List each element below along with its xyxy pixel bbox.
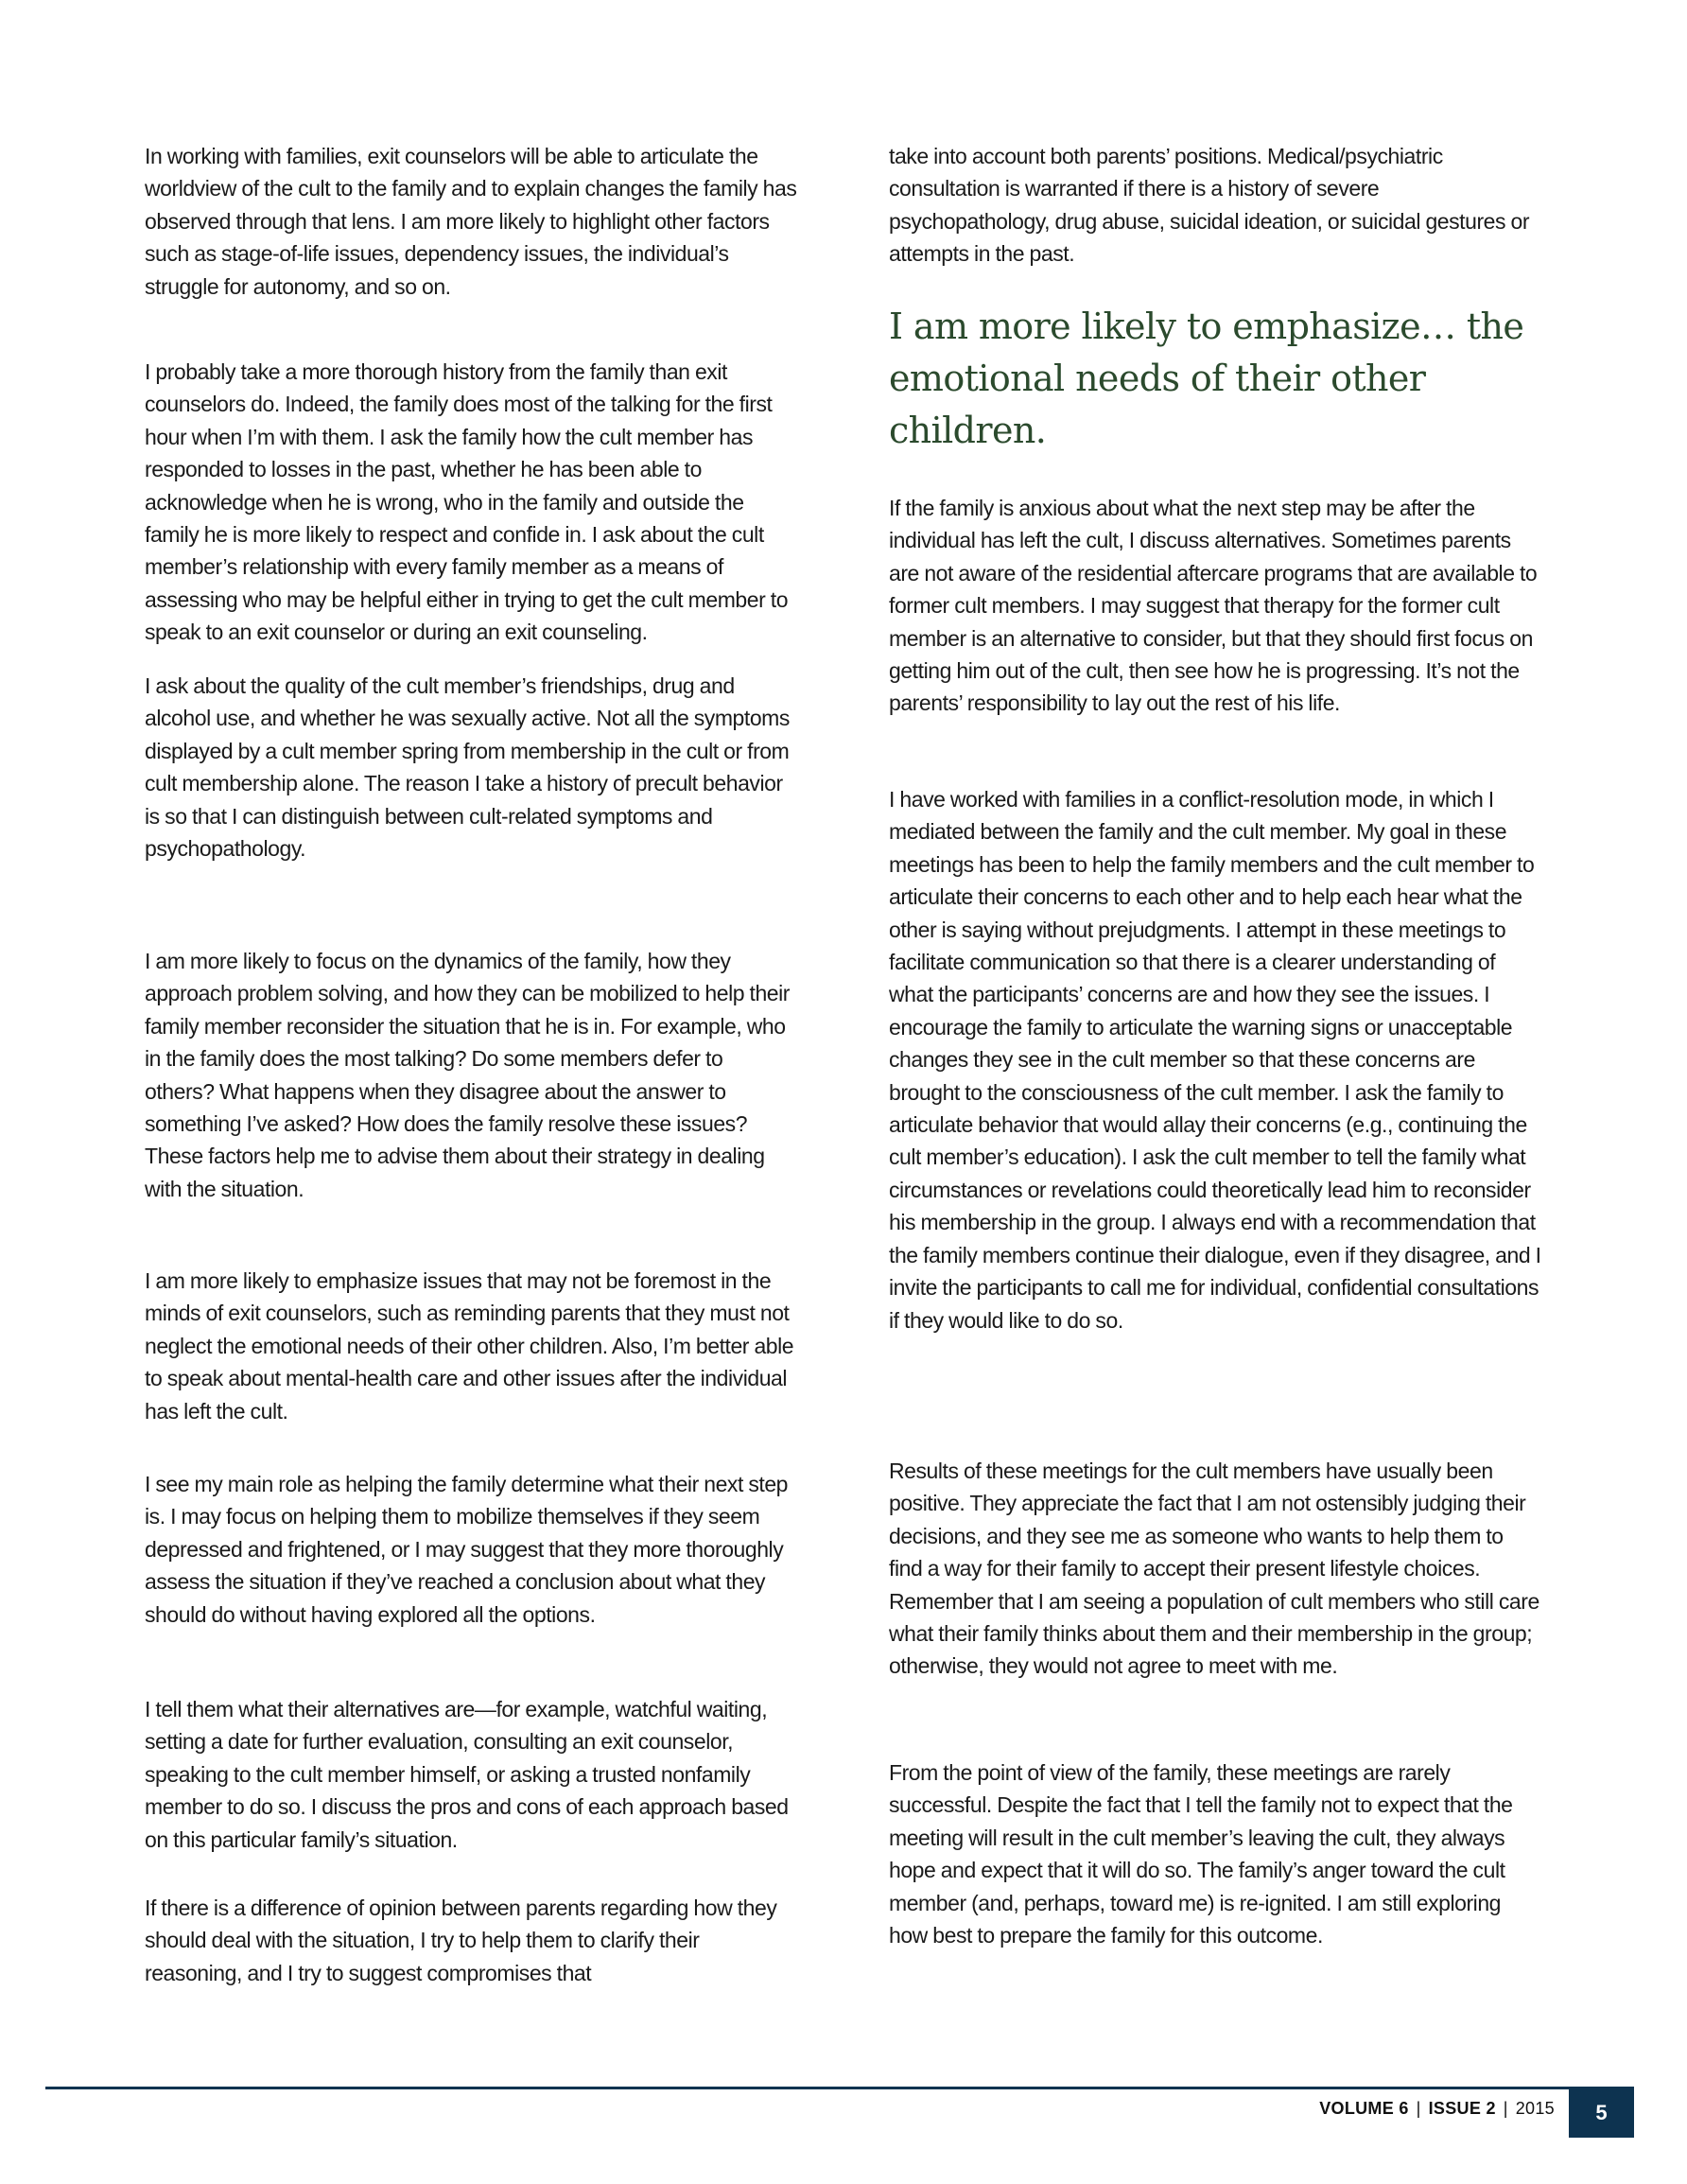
paragraph: I have worked with families in a conflict-resolution mode, in which I mediated between the family and the cult member. My goal in these meetings has been to help the family members and the cult member to articulate their concerns to each other and to help each hear what the other is saying without prejudgments. I attempt in these meetings to facilitate communication so that there is a clearer understanding of what the participants’ concerns are and how they see the issues. I encourage the family to articulate the warning signs or unacceptable changes they see in the cult member so that these concerns are brought to the consciousness of the cult member. I ask the family to articulate behavior that would allay their concerns (e.g., continuing the cult member’s education). I ask the cult member to tell the family what circumstances or revelations could theoretically lead him to reconsider his membership in the group. I always end with a recommendation that the family members continue their dialogue, even if they disagree, and I invite the participants to call me for individual, confidential consultations if they would like to do so. [889, 787, 1541, 1333]
paragraph: take into account both parents’ positions. Medical/psychiatric consultation is warranted if there is a history of severe psychopathology, drug abuse, suicidal ideation, or suicidal gestures or attempts in the past. [889, 144, 1530, 267]
paragraph: If the family is anxious about what the next step may be after the individual has left the cult, I discuss alternatives. Sometimes parents are not aware of the residential aftercare programs that are available to former cult members. I may suggest that therapy for the former cult member is an alternative to consider, but that they should first focus on getting him out of the cult, then see how he is progressing. It’s not the parents’ responsibility to lay out the rest of his life. [889, 496, 1538, 716]
paragraph: I ask about the quality of the cult member’s friendships, drug and alcohol use, and whether he was sexually active. Not all the symptoms displayed by a cult member spring from membership in the cult or from cult membership alone. The reason I take a history of precult behavior is so that I can distinguish between cult-related symptoms and psychopathology. [145, 673, 790, 862]
pull-quote-heading: I am more likely to emphasize… the emotional needs of their other children. [889, 306, 1524, 451]
footer-rule [45, 2087, 1634, 2089]
paragraph: Results of these meetings for the cult members have usually been positive. They appreciate the fact that I am not ostensibly judging their decisions, and they see me as someone who wants to help them to find a way for their family to accept their present lifestyle choices. Remember that I am seeing a population of cult members who still care what their family thinks about them and their membership in the group; otherwise, they would not agree to meet with me. [889, 1459, 1539, 1679]
issue-info [1319, 2099, 1555, 2119]
paragraph: I am more likely to emphasize issues that may not be foremost in the minds of exit counselors, such as reminding parents that they must not neglect the emotional needs of their other children. Also, I’m better able to speak about mental-health care and other issues after the individual has left the cult. [145, 1268, 794, 1424]
paragraph: I am more likely to focus on the dynamics of the family, how they approach problem solving, and how they can be mobilized to help their family member reconsider the situation that he is in. For example, who in the family does the most talking? Do some members defer to others? What happens when they disagree about the answer to something I’ve asked? How does the family resolve these issues? These factors help me to advise them about their strategy in dealing with the situation. [145, 949, 790, 1201]
year-label: 2015 [1515, 2099, 1555, 2118]
volume-label: VOLUME 6 [1319, 2099, 1409, 2118]
paragraph: I tell them what their alternatives are—for example, watchful waiting, setting a date for further evaluation, consulting an exit counselor, speaking to the cult member himself, or asking a trusted nonfamily member to do so. I discuss the pros and cons of each approach based on this particular family’s situation. [145, 1697, 789, 1852]
separator: | [1416, 2099, 1421, 2118]
paragraph: I probably take a more thorough history from the family than exit counselors do. Indeed, the family does most of the talking for the first hour when I’m with them. I ask the family how the cult member has responded to losses in the past, whether he has been able to acknowledge when he is wrong, who in the family and outside the family he is more likely to respect and confide in. I ask about the cult member’s relationship with every family member as a means of assessing who may be helpful either in trying to get the cult member to speak to an exit counselor or during an exit counseling. [145, 359, 789, 645]
paragraph: If there is a difference of opinion between parents regarding how they should deal with the situation, I try to help them to clarify their reasoning, and I try to suggest compromises that [145, 1896, 777, 1985]
paragraph: In working with families, exit counselors will be able to articulate the worldview of the cult to the family and to explain changes the family has observed through that lens. I am more likely to highlight other factors such as stage-of-life issues, dependency issues, the individual’s struggle for autonomy, and so on. [145, 144, 797, 299]
separator: | [1503, 2099, 1508, 2118]
issue-label: ISSUE 2 [1428, 2099, 1496, 2118]
paragraph: From the point of view of the family, these meetings are rarely successful. Despite the fact that I tell the family not to expect that the meeting will result in the cult member’s leaving the cult, they always hope and expect that it will do so. The family’s anger toward the cult member (and, perhaps, toward me) is re-ignited. I am still exploring how best to prepare the family for this outcome. [889, 1760, 1513, 1948]
paragraph: I see my main role as helping the family determine what their next step is. I may focus on helping them to mobilize themselves if they seem depressed and frightened, or I may suggest that they more thoroughly assess the situation if they’ve reached a conclusion about what they should do without having explored all the options. [145, 1472, 789, 1627]
page-number: 5 [1569, 2088, 1634, 2138]
